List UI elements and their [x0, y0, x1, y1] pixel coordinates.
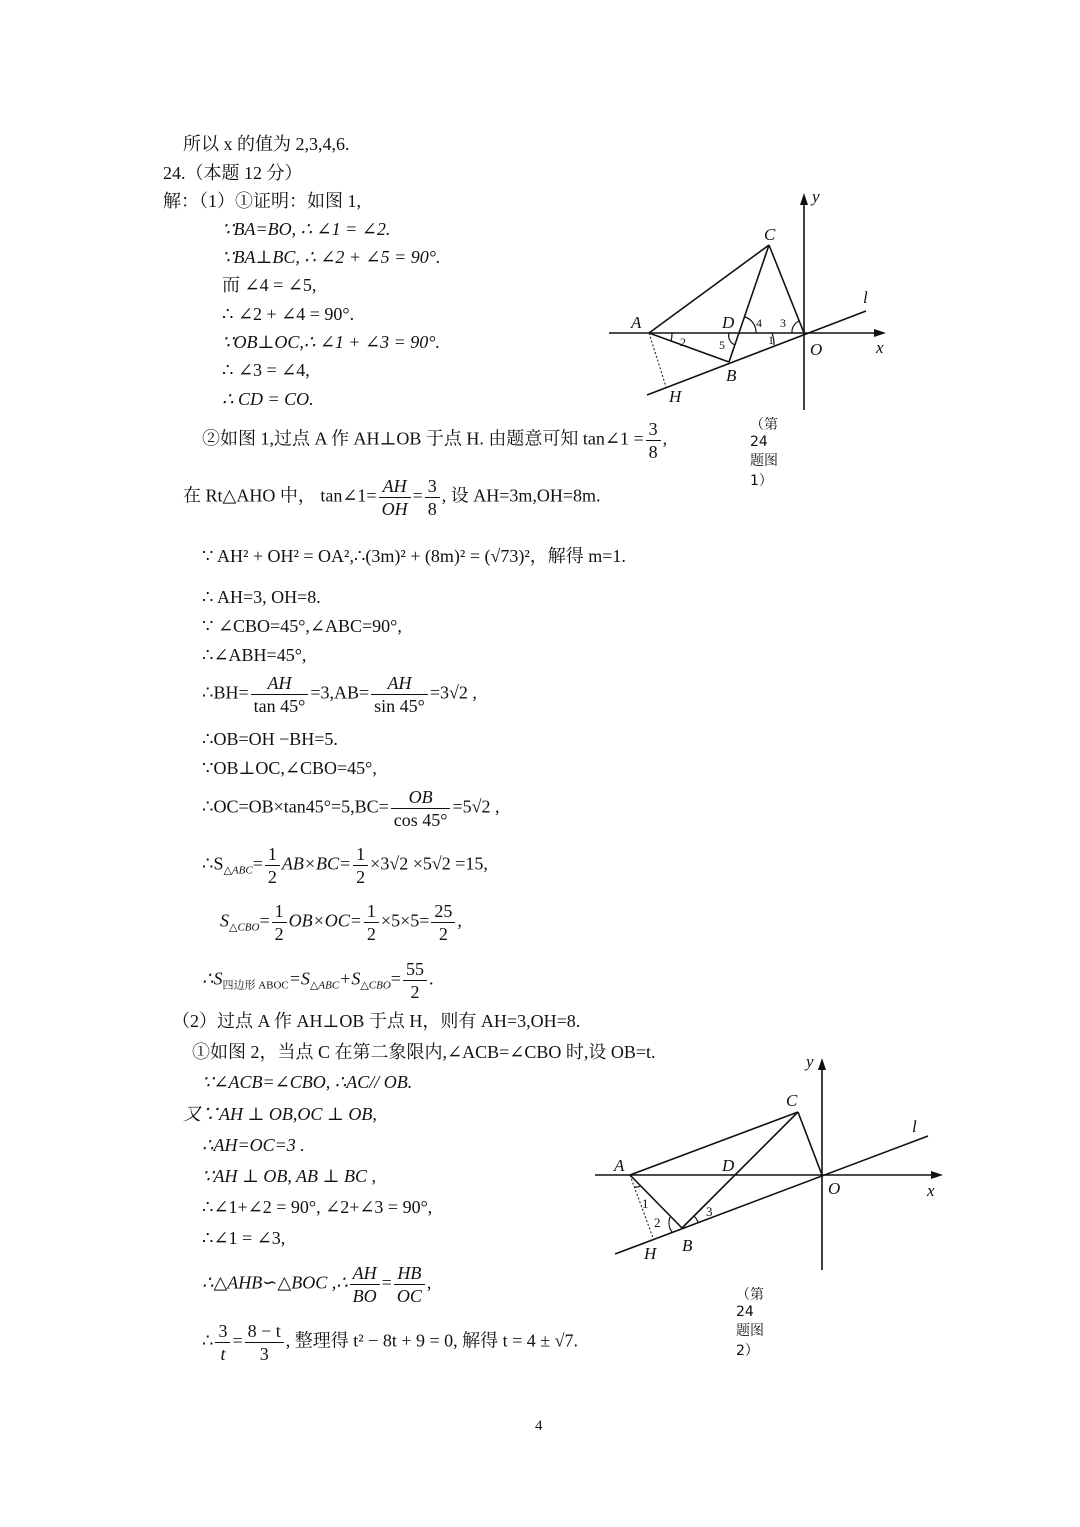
part2-line-2: ∵∠ACB=∠CBO, ∴AC// OB. — [202, 1072, 413, 1092]
numerator: 3 — [425, 475, 440, 498]
text: , 整理得 t² − 8t + 9 = 0, 解得 t = 4 ± √7. — [285, 1330, 579, 1351]
denominator: 8 — [648, 442, 658, 462]
text: , — [457, 910, 462, 931]
angle-abh-line: ∴∠ABH=45°, — [202, 645, 307, 665]
angle-label-1: 1 — [768, 333, 774, 347]
numerator: 1 — [364, 900, 379, 923]
label-l: l — [863, 288, 868, 307]
label-l: l — [912, 1117, 917, 1136]
text: = — [390, 968, 401, 989]
denominator: 2 — [438, 924, 448, 944]
pythagoras-line: ∵ AH² + OH² = OA²,∴(3m)² + (8m)² = (√73)²，解得 m=1. — [202, 546, 626, 566]
label-A: A — [614, 1156, 625, 1175]
text: , — [426, 1272, 432, 1293]
text: ×5×5= — [380, 910, 430, 931]
denominator: sin 45° — [374, 696, 425, 716]
denominator: 3 — [259, 1344, 269, 1364]
subscript: △CBO — [360, 979, 391, 992]
text: = — [232, 1330, 243, 1351]
proof-line-7: ∴ CD = CO. — [222, 389, 314, 409]
question-24-header: 24.（本题 12 分） — [163, 163, 303, 183]
subscript: △CBO — [229, 921, 260, 934]
denominator: OH — [381, 499, 408, 519]
subscript: 四边形 ABOC — [222, 979, 289, 992]
label-y: y — [806, 1052, 814, 1071]
text: =S — [288, 968, 310, 989]
label-A: A — [631, 313, 642, 332]
label-H: H — [669, 387, 682, 406]
label-H: H — [644, 1244, 657, 1263]
part2-line-3: 又∵AH ⊥ OB,OC ⊥ OB, — [183, 1104, 377, 1124]
angle-label-3: 3 — [780, 316, 786, 330]
angle-cbo-line: ∵ ∠CBO=45°,∠ABC=90°, — [202, 616, 402, 636]
text: = — [252, 853, 263, 874]
part2-case1-line: ①如图 2，当点 C 在第二象限内,∠ACB=∠CBO 时,设 OB=t. — [192, 1042, 656, 1062]
numerator: OB — [391, 786, 451, 809]
ah-oh-line: ∴ AH=3, OH=8. — [202, 587, 321, 607]
proof-line-5: ∵OB⊥OC,∴ ∠1 + ∠3 = 90°. — [222, 332, 440, 352]
proof-line-1: ∵BA=BO, ∴ ∠1 = ∠2. — [222, 219, 391, 239]
angle-label-3: 3 — [706, 1204, 713, 1219]
numerator: 3 — [646, 418, 661, 441]
text: =5√2 , — [452, 796, 500, 817]
text: , — [662, 428, 668, 449]
segment-CO — [798, 1112, 822, 1175]
text: ∴ — [202, 1330, 214, 1351]
text: ∴BH= — [202, 682, 249, 703]
segment-CB — [682, 1112, 798, 1228]
angle-1-arc — [634, 1186, 641, 1187]
part2-intro: （2）过点 A 作 AH⊥OB 于点 H，则有 AH=3,OH=8. — [172, 1011, 581, 1031]
numerator: 55 — [403, 958, 427, 981]
part2-line-7: ∴∠1 = ∠3, — [202, 1228, 286, 1248]
angle-2-arc — [669, 1217, 672, 1232]
numerator: HB — [394, 1262, 425, 1285]
x-axis-arrow-icon — [931, 1171, 943, 1179]
segment-AC — [630, 1112, 798, 1175]
angle-label-2: 2 — [654, 1215, 661, 1230]
proof-line-2: ∵BA⊥BC, ∴ ∠2 + ∠5 = 90°. — [222, 247, 441, 267]
label-B: B — [682, 1236, 693, 1255]
angle-label-4: 4 — [756, 316, 762, 330]
denominator: 2 — [274, 924, 284, 944]
denominator: OC — [396, 1286, 422, 1306]
denominator: 2 — [366, 924, 376, 944]
label-x: x — [927, 1181, 935, 1200]
text: = — [412, 485, 423, 506]
text: ∴S — [202, 853, 224, 874]
part2-line-5: ∵AH ⊥ OB, AB ⊥ BC , — [202, 1166, 376, 1186]
denominator: t — [220, 1344, 226, 1364]
label-y: y — [812, 187, 820, 206]
text: =3√2 , — [429, 682, 477, 703]
label-D: D — [722, 1156, 735, 1175]
text: ∴△AHB∽△BOC ,∴ — [202, 1272, 348, 1293]
text: OB×OC= — [288, 910, 362, 931]
text: ∴S — [202, 968, 223, 989]
figure-2-caption: （第 24 题图 2） — [736, 1287, 764, 1359]
label-O: O — [828, 1179, 841, 1198]
subscript: △ABC — [223, 864, 253, 877]
numerator: 1 — [353, 843, 368, 866]
ob-perp-oc-line: ∵OB⊥OC,∠CBO=45°, — [202, 758, 377, 778]
label-x: x — [876, 338, 884, 357]
numerator: 1 — [265, 843, 280, 866]
text: = — [259, 910, 270, 931]
proof-line-6: ∴ ∠3 = ∠4, — [222, 360, 310, 380]
numerator: 25 — [431, 900, 455, 923]
numerator: 1 — [272, 900, 287, 923]
label-D: D — [722, 313, 735, 332]
part2-line-6: ∴∠1+∠2 = 90°, ∠2+∠3 = 90°, — [202, 1197, 433, 1217]
label-O: O — [810, 340, 823, 359]
label-B: B — [726, 366, 737, 385]
ob-line: ∴OB=OH −BH=5. — [202, 729, 338, 749]
solution-part1-intro: 解：（1）①证明：如图 1, — [163, 191, 361, 211]
text: ∴OC=OB×tan45°=5,BC= — [202, 796, 389, 817]
denominator: 2 — [356, 867, 366, 887]
label-C: C — [786, 1091, 798, 1110]
proof-line-4: ∴ ∠2 + ∠4 = 90°. — [222, 304, 355, 324]
text: +S — [339, 968, 361, 989]
numerator: AH — [251, 672, 309, 695]
numerator: 3 — [215, 1320, 230, 1343]
text: , 设 AH=3m,OH=8m. — [441, 485, 601, 506]
text: = — [381, 1272, 392, 1293]
numerator: AH — [379, 475, 411, 498]
text: ×3√2 ×5√2 =15, — [370, 853, 488, 874]
denominator: tan 45° — [253, 696, 306, 716]
denominator: 8 — [427, 499, 437, 519]
subscript: △ABC — [309, 979, 340, 992]
part2-line-4: ∴AH=OC=3 . — [202, 1135, 305, 1155]
text: S — [220, 910, 229, 931]
denominator: BO — [352, 1286, 377, 1306]
text: 在 Rt△AHO 中， tan∠1= — [183, 485, 377, 506]
figure-1-caption: （第 24 题图 1） — [750, 417, 778, 489]
prev-answer-line: 所以 x 的值为 2,3,4,6. — [183, 134, 350, 154]
proof-line-3: 而 ∠4 = ∠5, — [222, 275, 317, 295]
text: AB×BC= — [281, 853, 352, 874]
page-number: 4 — [535, 1418, 543, 1434]
angle-label-5: 5 — [719, 338, 725, 352]
text: =3,AB= — [310, 682, 370, 703]
angle-3-arc — [694, 1216, 698, 1222]
line-l — [615, 1136, 928, 1254]
numerator: AH — [371, 672, 428, 695]
denominator: 2 — [267, 867, 277, 887]
text: ②如图 1,过点 A 作 AH⊥OB 于点 H. 由题意可知 tan∠1 = — [202, 428, 644, 449]
numerator: AH — [350, 1262, 380, 1285]
angle-label-2: 2 — [680, 335, 686, 349]
angle-label-1: 1 — [642, 1196, 649, 1211]
denominator: cos 45° — [393, 810, 448, 830]
numerator: 8 − t — [245, 1320, 284, 1343]
label-C: C — [764, 225, 776, 244]
y-axis-arrow-icon — [818, 1058, 826, 1070]
text: . — [428, 968, 434, 989]
denominator: 2 — [410, 982, 420, 1002]
